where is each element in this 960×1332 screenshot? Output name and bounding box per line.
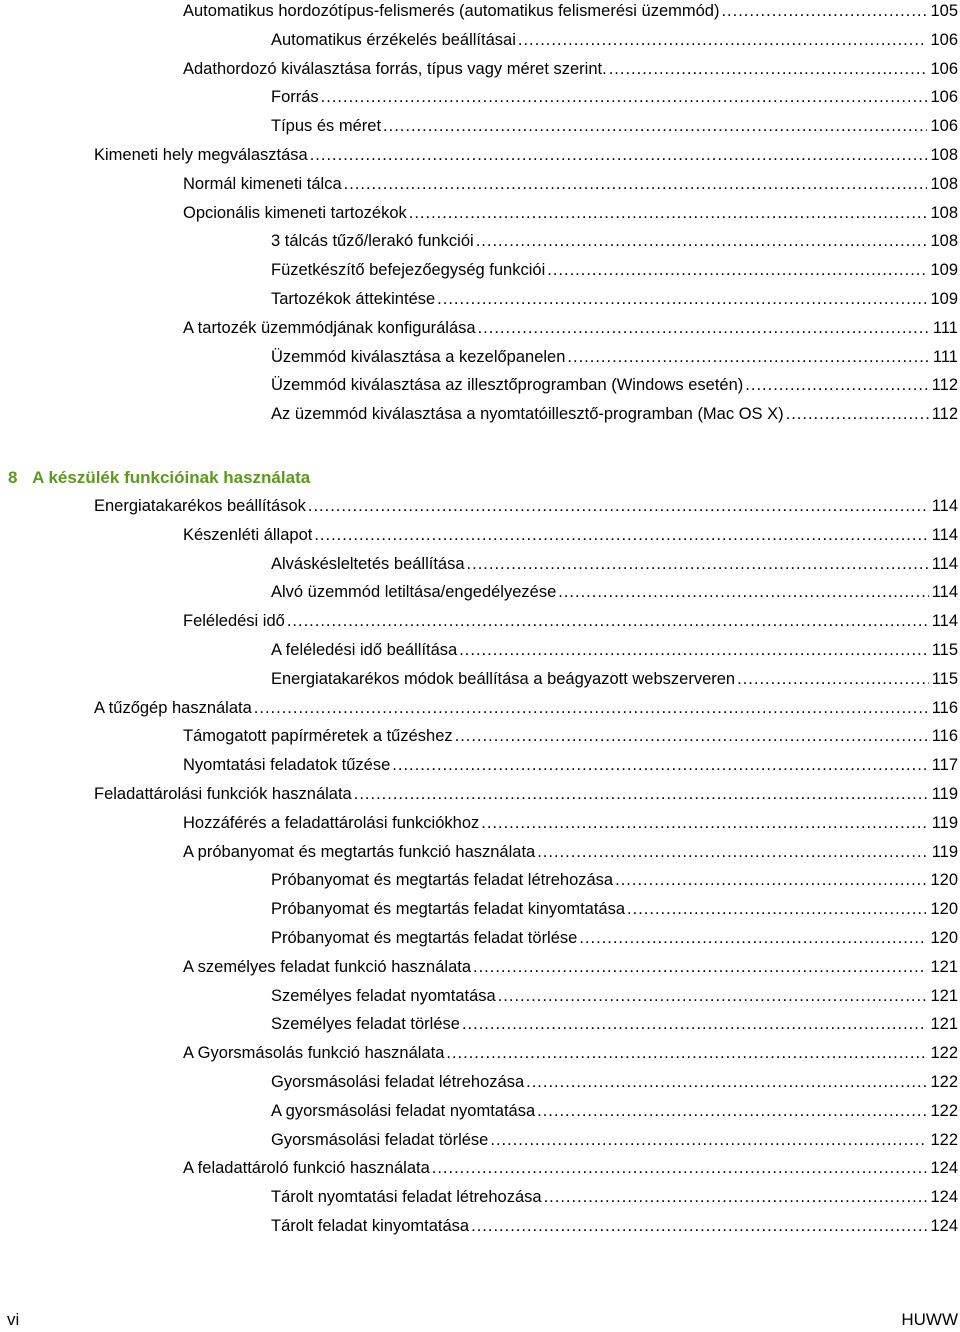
dot-leader (478, 317, 930, 339)
toc-entry[interactable] (271, 581, 958, 603)
toc-entry-page-number: 106 (930, 88, 958, 107)
toc-entry-title: Személyes feladat nyomtatása (271, 986, 496, 1005)
toc-entry[interactable] (271, 668, 958, 690)
dot-leader (254, 697, 929, 719)
toc-entry-page-number: 121 (930, 957, 958, 976)
toc-entry-page-number: 119 (931, 813, 958, 832)
toc-entry-title: Üzemmód kiválasztása a kezelőpanelen (271, 347, 566, 366)
dot-leader (498, 985, 928, 1007)
toc-entry[interactable] (271, 553, 958, 575)
toc-entry-title: Nyomtatási feladatok tűzése (183, 756, 391, 775)
toc-entry[interactable] (183, 812, 958, 834)
dot-leader (392, 754, 928, 776)
toc-entry[interactable] (183, 202, 958, 224)
toc-entry-page-number: 120 (930, 929, 958, 947)
toc-entry-title: Alváskésleltetés beállítása (271, 554, 465, 573)
toc-entry-title: Az üzemmód kiválasztása a nyomtatóillesztő-programban (Mac OS X) (271, 405, 784, 424)
toc-entry-title: Forrás (271, 88, 319, 107)
toc-entry-page-number: 109 (930, 290, 958, 308)
toc-entry-title: A tűzőgép használata (94, 698, 252, 717)
dot-leader (537, 1100, 927, 1122)
toc-entry-title: A tartozék üzemmódjának konfigurálása (183, 318, 476, 337)
toc-entry-page-number: 108 (930, 174, 958, 193)
toc-entry[interactable] (271, 346, 958, 368)
toc-entry[interactable] (271, 230, 958, 252)
toc-entry-page-number: 114 (931, 554, 958, 573)
toc-entry[interactable] (183, 754, 958, 776)
toc-entry-title: A próbanyomat és megtartás funkció használata (183, 842, 536, 861)
dot-leader (462, 1013, 928, 1035)
dot-leader (446, 1042, 927, 1064)
toc-entry-page-number: 116 (931, 727, 958, 746)
toc-entry[interactable] (183, 173, 958, 195)
dot-leader (344, 173, 928, 195)
dot-leader (308, 495, 929, 517)
dot-leader (567, 346, 930, 368)
toc-entry[interactable] (183, 956, 958, 978)
toc-entry-page-number: 119 (931, 842, 958, 861)
toc-entry[interactable] (271, 86, 958, 108)
dot-leader (537, 841, 928, 863)
dot-leader (786, 403, 929, 425)
dot-leader (627, 898, 927, 920)
toc-entry-title: Feladattárolási funkciók használata (94, 785, 352, 803)
toc-entry[interactable] (94, 495, 958, 517)
toc-entry-page-number: 122 (930, 1101, 958, 1120)
dot-leader (354, 783, 929, 805)
toc-entry-page-number: 122 (930, 1073, 958, 1091)
toc-entry[interactable] (271, 985, 958, 1007)
toc-entry-page-number: 119 (931, 785, 958, 803)
toc-entry[interactable] (183, 524, 958, 546)
toc-entry-title: Személyes feladat törlése (271, 1015, 460, 1034)
toc-entry[interactable] (271, 869, 958, 891)
toc-entry-title: A személyes feladat funkció használata (183, 957, 472, 976)
toc-entry[interactable] (271, 29, 958, 51)
toc-entry-page-number: 121 (930, 986, 958, 1005)
dot-leader (490, 1129, 927, 1151)
toc-entry-title: Feléledési idő (183, 612, 285, 631)
toc-entry-title: Gyorsmásolási feladat törlése (271, 1130, 489, 1149)
chapter-title: A készülék funkcióinak használata (32, 468, 311, 487)
toc-entry-page-number: 122 (930, 1044, 958, 1063)
toc-entry-title: Füzetkészítő befejezőegység funkciói (271, 261, 546, 280)
toc-entry-page-number: 115 (931, 641, 958, 659)
dot-leader (409, 202, 928, 224)
dot-leader (455, 725, 929, 747)
toc-entry[interactable] (271, 1071, 958, 1093)
toc-entry[interactable] (94, 144, 958, 166)
toc-entry[interactable] (183, 58, 958, 80)
toc-entry-page-number: 111 (932, 318, 958, 337)
dot-leader (432, 1157, 928, 1179)
toc-entry-page-number: 120 (930, 871, 958, 890)
dot-leader (558, 581, 928, 603)
toc-entry-title: A Gyorsmásolás funkció használata (183, 1044, 445, 1063)
page-number: vi (7, 1310, 20, 1329)
toc-entry[interactable] (271, 1215, 958, 1237)
toc-entry-page-number: 106 (930, 59, 958, 78)
toc-entry-title: Készenléti állapot (183, 525, 313, 544)
toc-entry-page-number: 111 (932, 347, 958, 366)
toc-entry-title: Tárolt nyomtatási feladat létrehozása (271, 1188, 542, 1207)
toc-entry-page-number: 105 (930, 2, 958, 20)
dot-leader (467, 553, 929, 575)
toc-entry[interactable] (271, 898, 958, 920)
toc-entry[interactable] (94, 783, 958, 805)
toc-entry-title: A gyorsmásolási feladat nyomtatása (271, 1101, 536, 1120)
toc-entry-page-number: 112 (931, 405, 958, 424)
toc-entry[interactable] (271, 927, 958, 949)
toc-entry-page-number: 106 (930, 30, 958, 49)
toc-entry-page-number: 106 (930, 117, 958, 136)
toc-entry-title: Opcionális kimeneti tartozékok (183, 203, 407, 222)
toc-entry[interactable] (183, 1042, 958, 1064)
toc-entry-title: Energiatakarékos beállítások (94, 497, 306, 515)
toc-entry-page-number: 114 (931, 525, 958, 544)
dot-leader (481, 812, 928, 834)
toc-entry[interactable] (271, 115, 958, 137)
toc-entry-title: Típus és méret (271, 117, 382, 136)
chapter-number: 8 (8, 468, 18, 487)
toc-entry[interactable] (271, 1100, 958, 1122)
toc-entry-page-number: 108 (930, 203, 958, 222)
toc-entry-title: A feladattároló funkció használata (183, 1159, 430, 1178)
toc-entry[interactable] (183, 1157, 958, 1179)
toc-entry-page-number: 115 (931, 669, 958, 688)
toc-entry[interactable] (183, 725, 958, 747)
dot-leader (383, 115, 927, 137)
toc-entry-page-number: 114 (931, 612, 958, 631)
dot-leader (544, 1186, 928, 1208)
toc-entry-page-number: 108 (930, 146, 958, 164)
toc-entry-title: Kimeneti hely megválasztása (94, 146, 308, 164)
toc-entry[interactable] (271, 288, 958, 310)
dot-leader (745, 374, 928, 396)
toc-entry-title: Próbanyomat és megtartás feladat kinyomtatása (271, 900, 626, 919)
dot-leader (615, 869, 927, 891)
dot-leader (437, 288, 927, 310)
dot-leader (737, 668, 929, 690)
toc-entry-title: Támogatott papírméretek a tűzéshez (183, 727, 453, 746)
toc-entry-title: Üzemmód kiválasztása az illesztőprogramban (Windows esetén) (271, 376, 744, 395)
dot-leader (471, 1215, 927, 1237)
dot-leader (321, 86, 928, 108)
toc-entry-title: Gyorsmásolási feladat létrehozása (271, 1073, 525, 1091)
toc-entry-title: Energiatakarékos módok beállítása a beágyazott webszerveren (271, 669, 736, 688)
toc-entry[interactable] (271, 1186, 958, 1208)
toc-entry-title: Adathordozó kiválasztása forrás, típus vagy méret szerint. (183, 59, 607, 78)
dot-leader (526, 1071, 927, 1093)
toc-entry-page-number: 124 (930, 1217, 958, 1235)
dot-leader (459, 639, 928, 661)
toc-entry-page-number: 109 (930, 261, 958, 280)
toc-entry-page-number: 120 (930, 900, 958, 919)
dot-leader (310, 144, 928, 166)
toc-entry-title: Alvó üzemmód letiltása/engedélyezése (271, 583, 557, 602)
toc-entry[interactable] (183, 610, 958, 632)
dot-leader (518, 29, 928, 51)
toc-entry-title: Hozzáférés a feladattárolási funkciókhoz (183, 813, 480, 832)
toc-entry[interactable] (271, 403, 958, 425)
toc-entry-page-number: 122 (930, 1130, 958, 1149)
toc-entry[interactable] (271, 1013, 958, 1035)
dot-leader (579, 927, 927, 949)
toc-entry[interactable] (183, 0, 958, 22)
dot-leader (314, 524, 928, 546)
dot-leader (609, 58, 928, 80)
toc-entry-title: A feléledési idő beállítása (271, 641, 458, 659)
chapter-heading[interactable] (8, 466, 310, 490)
toc-entry-page-number: 108 (930, 232, 958, 251)
dot-leader (721, 0, 927, 22)
toc-entry-title: Normál kimeneti tálca (183, 174, 342, 193)
toc-entry-page-number: 124 (930, 1188, 958, 1207)
dot-leader (547, 259, 927, 281)
toc-entry-title: Tartozékok áttekintése (271, 290, 436, 308)
toc-entry-page-number: 114 (931, 497, 958, 515)
toc-entry[interactable] (183, 841, 958, 863)
toc-entry-title: Automatikus érzékelés beállításai (271, 30, 516, 49)
toc-entry-page-number: 116 (931, 698, 958, 717)
toc-entry[interactable] (271, 259, 958, 281)
toc-entry[interactable] (183, 317, 958, 339)
dot-leader (473, 956, 927, 978)
toc-entry[interactable] (271, 1129, 958, 1151)
toc-entry-title: Automatikus hordozótípus-felismerés (automatikus felismerési üzemmód) (183, 2, 720, 20)
toc-entry-page-number: 124 (930, 1159, 958, 1178)
toc-entry-page-number: 121 (930, 1015, 958, 1034)
toc-entry-title: Próbanyomat és megtartás feladat törlése (271, 929, 578, 947)
dot-leader (287, 610, 929, 632)
toc-entry[interactable] (94, 697, 958, 719)
toc-entry-title: Próbanyomat és megtartás feladat létrehozása (271, 871, 614, 890)
toc-entry[interactable] (271, 374, 958, 396)
toc-entry-page-number: 114 (931, 583, 958, 602)
dot-leader (476, 230, 928, 252)
footer-document-code: HUWW (901, 1310, 958, 1329)
toc-entry[interactable] (271, 639, 958, 661)
toc-entry-page-number: 112 (931, 376, 958, 395)
toc-entry-page-number: 117 (931, 756, 958, 775)
toc-entry-title: Tárolt feladat kinyomtatása (271, 1217, 470, 1235)
toc-entry-title: 3 tálcás tűző/lerakó funkciói (271, 232, 474, 251)
